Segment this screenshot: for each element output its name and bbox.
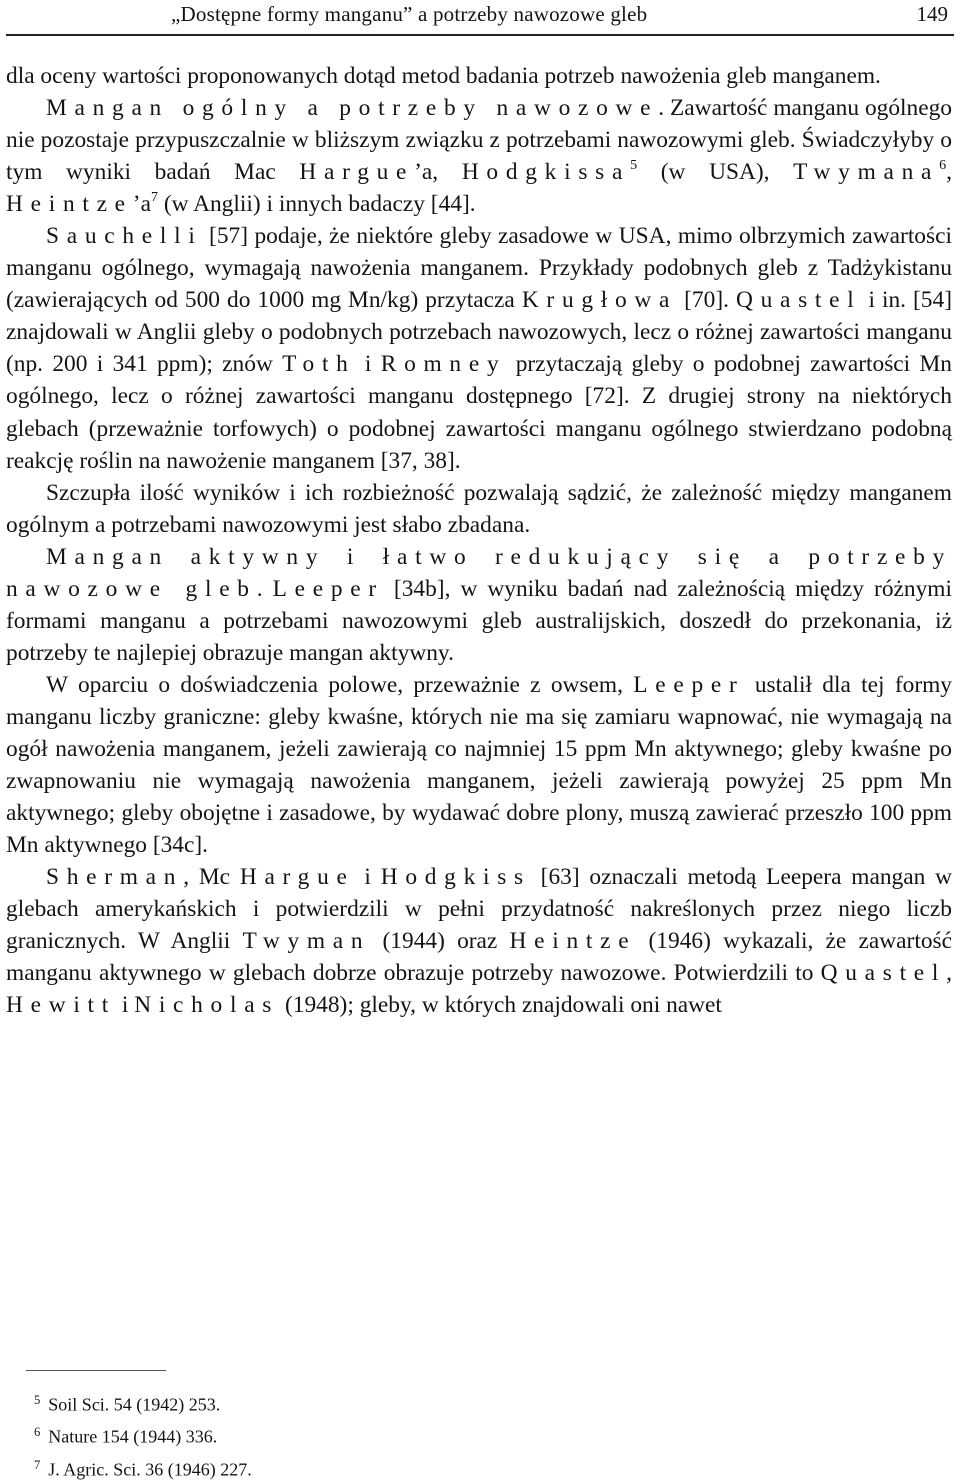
footnote-divider [26, 1370, 166, 1371]
spaced-text: Hargue [239, 864, 355, 891]
footnote [34, 1386, 634, 1418]
spaced-text: Quastel [735, 287, 862, 314]
spaced-text: Leeper [633, 671, 745, 698]
spaced-text: Hodgkiss [380, 864, 531, 891]
footnote-number: 6 [34, 1425, 41, 1440]
footnote-text: Soil Sci. 54 (1942) 253. [48, 1394, 221, 1415]
text-run: W oparciu o doświadczenia polowe, przeważnie z owsem, [46, 671, 634, 698]
footnote-ref: 5 [630, 157, 638, 174]
text-run: (1948); gleby, w których znajdowali oni nawet [279, 992, 722, 1019]
paragraph [6, 477, 952, 541]
text-run: (1946) wykazali, że zawartość manganu aktywnego w glebach dobrze obrazuje potrzeby nawozowe. Potwierdzili to [6, 928, 952, 987]
paragraph [6, 669, 952, 861]
spaced-text: Nicholas [134, 992, 280, 1019]
body-text [6, 60, 952, 1021]
running-title: „Dostępne formy manganu” a potrzeby nawozowe gleb [171, 2, 648, 26]
paragraph [6, 861, 952, 1021]
paragraph [6, 220, 952, 476]
footnote-text: Nature 154 (1944) 336. [48, 1426, 218, 1447]
text-run: , Mc [183, 864, 240, 891]
paragraph [6, 60, 952, 92]
spaced-text: Toth [282, 351, 356, 378]
text-run: (1944) oraz [370, 928, 510, 955]
spaced-text: Romney [380, 351, 507, 378]
spaced-text: Heintze [6, 191, 133, 218]
footnotes [34, 1386, 634, 1483]
text-run: (w Anglii) i innych badaczy [44]. [157, 191, 476, 218]
paragraph [6, 541, 952, 669]
text-run: ’a [132, 191, 151, 218]
text-run: ustalił dla tej formy manganu liczby graniczne: gleby kwaśne, których nie ma się zamiaru wapnować, nie wymagają na ogół nawożenia manganem, jeżeli zawierają co najmniej 15 ppm Mn aktywnego; gleby kwaśne po zwapnowaniu nie wymagają nawożenia manganem, jeżeli zawierają powyżej 25 ppm Mn aktywnego; gleby obojętne i zasadowe, by wydawać dobre plony, muszą zawierać przeszło 100 ppm Mn aktywnego [34c]. [6, 671, 953, 859]
footnote-ref: 6 [939, 157, 947, 174]
spaced-text: Sherman [46, 864, 184, 891]
spaced-text: Quastel [820, 960, 947, 987]
text-run: [70]. [677, 287, 736, 314]
text-run: Szczupła ilość wyników i ich rozbieżność pozwalają sądzić, że zależność między manganem ogólnym a potrzebami nawozowymi jest słabo zbadana. [6, 479, 952, 538]
footnote-text: J. Agric. Sci. 36 (1946) 227. [48, 1458, 252, 1479]
spaced-text: Hewitt [6, 992, 116, 1019]
text-run: i [116, 992, 135, 1019]
text-run: dla oceny wartości proponowanych dotąd metod badania potrzeb nawożenia gleb manganem. [6, 63, 881, 89]
spaced-text: Twyman [242, 928, 371, 955]
text-run: i in. [54] znajdowali w Anglii gleby o podobnych potrzebach nawozowych, lecz o różnej zawartości manganu (np. 200 i 341 ppm); znów [6, 287, 952, 378]
text-run: [57] podaje, że niektóre gleby zasadowe w USA, mimo olbrzymich zawartości manganu ogólnego, wymagają nawożenia manganem. Przykłady podobnych gleb z Tadżykistanu (zawierających od 500 do 1000 mg Mn/kg) przytacza [6, 223, 952, 314]
footnote [34, 1418, 634, 1450]
page-number: 149 [916, 2, 948, 26]
spaced-text: Hodgkissa [461, 159, 631, 186]
running-header [6, 0, 954, 36]
spaced-text: Mangan aktywny i łatwo redukujący się a potrzeby nawozowe gleb [6, 543, 952, 602]
spaced-text: Heintze [509, 928, 637, 955]
spaced-text: Mangan ogólny a potrzeby nawozowe [46, 95, 659, 122]
text-run: i [355, 351, 381, 378]
text-run: ’a, [414, 159, 462, 186]
paragraph [6, 92, 952, 220]
text-run: przytaczają gleby o podobnej zawartości Mn ogólnego, lecz o różnej zawartości manganu dostępnego [72]. Z drugiej strony na niektórych glebach (przeważnie torfowych) o podobnej zawartości manganu ogólnego stwierdzano podobną reakcję roślin na nawożenie manganem [37, 38]. [6, 351, 952, 474]
text-run: , [946, 960, 952, 987]
text-run: . [256, 575, 273, 602]
text-run: [34b], w wyniku badań nad zależnością między różnymi formami manganu a potrzebami nawozowymi gleb australijskich, doszedł do przekonania, iż potrzeby te najlepiej obrazuje mangan aktywny. [6, 575, 952, 666]
spaced-text: Twymana [793, 159, 940, 186]
footnote-number: 7 [34, 1457, 41, 1472]
footnote-ref: 7 [150, 189, 158, 206]
spaced-text: Sauchelli [46, 223, 203, 250]
text-run: [63] oznaczali metodą Leepera mangan w glebach amerykańskich i potwierdzili w pełni przydatność nakreślonych przez niego liczb granicznych. W Anglii [6, 864, 953, 955]
text-run: , [946, 159, 952, 186]
footnote [34, 1451, 634, 1483]
footnote-number: 5 [34, 1393, 41, 1407]
spaced-text: Leeper [272, 575, 384, 602]
spaced-text: Krugłowa [521, 287, 678, 314]
text-run: i [354, 864, 381, 891]
spaced-text: Hargue [299, 159, 415, 186]
text-run: (w USA), [637, 159, 794, 186]
text-run: . Zawartość manganu ogólnego nie pozostaje przypuszczalnie w bliższym związku z potrzebami nawozowymi gleb. Świadczyłyby o tym wyniki badań Mac [6, 95, 952, 186]
